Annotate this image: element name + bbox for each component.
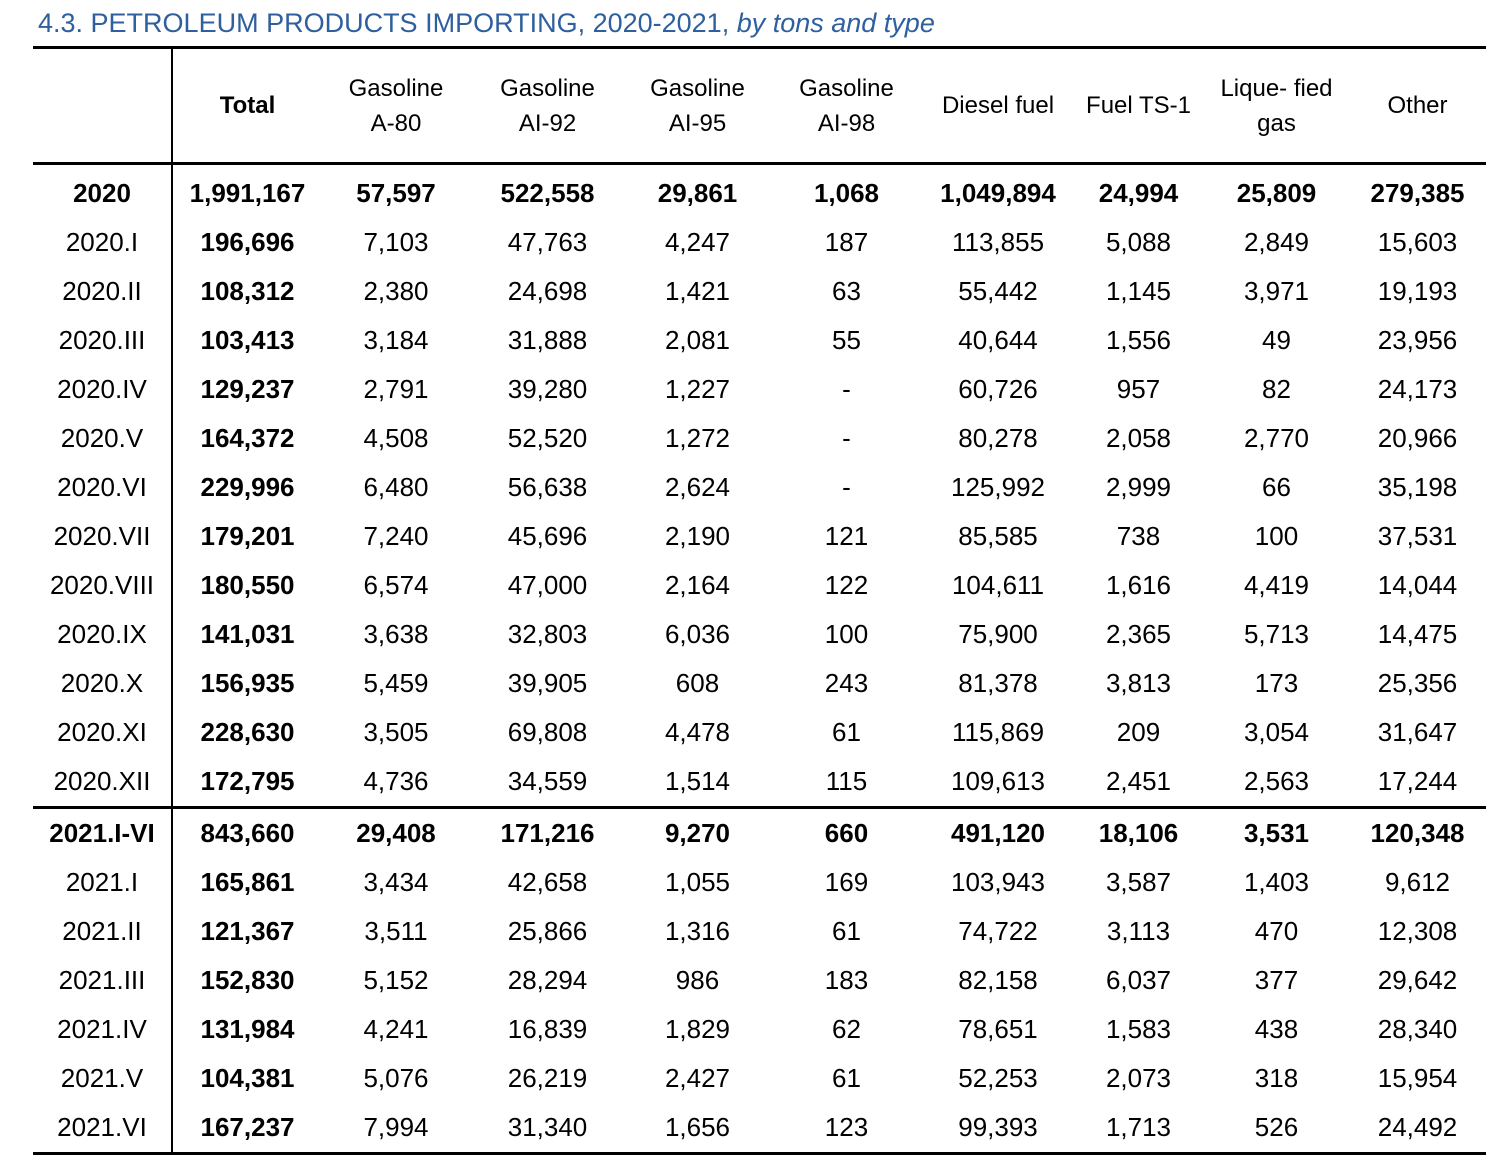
cell-liquefied-gas: 318 xyxy=(1254,1063,1299,1093)
row-period-cell: 2020.V xyxy=(33,414,172,463)
cell-other: 23,956 xyxy=(1377,325,1458,355)
table-row xyxy=(33,1054,1486,1103)
cell-liquefied-gas: 4,419 xyxy=(1243,570,1310,600)
cell-other: 279,385 xyxy=(1370,178,1465,208)
header-gasoline-a80 xyxy=(322,49,470,164)
cell-gasoline-a80: 7,240 xyxy=(363,521,429,551)
cell-gasoline-ai98: 61 xyxy=(832,717,861,747)
cell-gasoline-ai95: 9,270 xyxy=(664,818,731,848)
cell-diesel: 81,378 xyxy=(958,668,1038,698)
cell-gasoline-ai98: 1,068 xyxy=(813,178,880,208)
cell-total: 152,830 xyxy=(200,965,295,995)
cell-other: 25,356 xyxy=(1377,668,1458,698)
cell-diesel: 1,049,894 xyxy=(940,178,1056,208)
table-row-total xyxy=(33,164,1486,219)
header-fuel-ts1-line: Fuel TS-1 xyxy=(1086,92,1191,119)
table-row xyxy=(33,659,1486,708)
title-main: 4.3. PETROLEUM PRODUCTS IMPORTING, 2020-2021, xyxy=(38,8,730,38)
cell-gasoline-ai92: 31,340 xyxy=(470,1103,625,1154)
cell-total: 179,201 xyxy=(200,521,295,551)
cell-gasoline-ai92: 47,000 xyxy=(507,570,588,600)
cell-fuel-ts1: 3,587 xyxy=(1105,867,1172,897)
cell-fuel-ts1: 957 xyxy=(1116,374,1161,404)
cell-gasoline-a80: 7,103 xyxy=(363,227,429,257)
cell-gasoline-a80: 3,511 xyxy=(364,916,428,946)
cell-diesel: 75,900 xyxy=(958,619,1038,649)
cell-diesel: 109,613 xyxy=(923,757,1073,808)
header-other xyxy=(1349,49,1486,164)
row-period-cell: 2020.XII xyxy=(33,757,172,808)
cell-diesel: 85,585 xyxy=(958,521,1038,551)
cell-gasoline-ai98: 63 xyxy=(832,276,861,306)
cell-gasoline-ai92: 69,808 xyxy=(507,717,588,747)
cell-other: 20,966 xyxy=(1377,423,1458,453)
header-total-line: Total xyxy=(219,92,276,119)
cell-total: 129,237 xyxy=(200,374,295,404)
header-gasoline-ai95 xyxy=(625,49,770,164)
cell-gasoline-ai92: 26,219 xyxy=(507,1063,588,1093)
cell-gasoline-ai95: 1,227 xyxy=(664,374,731,404)
cell-diesel: 125,992 xyxy=(951,472,1045,502)
cell-other: 15,954 xyxy=(1377,1063,1458,1093)
cell-gasoline-ai92: 31,888 xyxy=(507,325,588,355)
table-row xyxy=(33,218,1486,267)
cell-gasoline-ai95: 2,624 xyxy=(664,472,731,502)
cell-diesel: 99,393 xyxy=(923,1103,1073,1154)
cell-liquefied-gas: 100 xyxy=(1254,521,1299,551)
cell-diesel: 104,611 xyxy=(951,570,1045,600)
cell-gasoline-ai95: 29,861 xyxy=(657,178,738,208)
header-gasoline-ai98 xyxy=(770,49,923,164)
cell-total: 1,991,167 xyxy=(189,178,306,208)
header-gasoline-ai95-line: AI-95 xyxy=(668,109,727,137)
cell-diesel: 115,869 xyxy=(951,717,1045,747)
cell-other: 31,647 xyxy=(1377,717,1458,747)
header-other-line: Other xyxy=(1387,92,1448,119)
cell-gasoline-a80: 4,736 xyxy=(322,757,470,808)
table-title xyxy=(38,8,935,39)
cell-fuel-ts1: 1,145 xyxy=(1105,276,1172,306)
cell-gasoline-a80: 2,380 xyxy=(363,276,429,306)
table-row xyxy=(33,858,1486,907)
cell-gasoline-a80: 3,184 xyxy=(363,325,429,355)
cell-fuel-ts1: 3,813 xyxy=(1105,668,1172,698)
cell-other: 28,340 xyxy=(1377,1014,1458,1044)
row-period-cell: 2021.V xyxy=(33,1054,172,1103)
cell-fuel-ts1: 1,713 xyxy=(1073,1103,1204,1154)
cell-gasoline-ai95: 2,190 xyxy=(664,521,731,551)
cell-total: 843,660 xyxy=(200,818,295,848)
cell-liquefied-gas: 526 xyxy=(1204,1103,1349,1154)
row-period-cell: 2020.IV xyxy=(33,365,172,414)
cell-total: 121,367 xyxy=(200,916,295,946)
cell-gasoline-a80: 3,505 xyxy=(363,717,429,747)
row-period-cell: 2021.I xyxy=(33,858,172,907)
row-period-cell: 2021.IV xyxy=(33,1005,172,1054)
row-period-cell: 2021.I-VI xyxy=(33,808,172,859)
cell-liquefied-gas: 470 xyxy=(1254,916,1299,946)
cell-fuel-ts1: 1,616 xyxy=(1105,570,1172,600)
row-period-cell: 2020.III xyxy=(33,316,172,365)
cell-total: 180,550 xyxy=(200,570,295,600)
cell-other: 24,492 xyxy=(1349,1103,1486,1154)
cell-gasoline-ai98: - xyxy=(842,472,851,502)
row-period-cell: 2021.II xyxy=(33,907,172,956)
cell-liquefied-gas: 2,563 xyxy=(1204,757,1349,808)
header-fuel-ts1 xyxy=(1073,49,1204,164)
title-subtitle: by tons and type xyxy=(729,8,935,38)
table-row xyxy=(33,1005,1486,1054)
table-row xyxy=(33,907,1486,956)
cell-liquefied-gas: 25,809 xyxy=(1236,178,1317,208)
cell-gasoline-ai98: 243 xyxy=(824,668,869,698)
row-period-cell: 2020.II xyxy=(33,267,172,316)
cell-gasoline-a80: 2,791 xyxy=(363,374,429,404)
cell-fuel-ts1: 2,365 xyxy=(1105,619,1172,649)
cell-fuel-ts1: 1,583 xyxy=(1105,1014,1172,1044)
row-period-cell: 2020.VII xyxy=(33,512,172,561)
cell-gasoline-a80: 4,508 xyxy=(363,423,429,453)
row-period-cell: 2020.VIII xyxy=(33,561,172,610)
cell-total: 108,312 xyxy=(200,276,295,306)
cell-gasoline-ai95: 1,514 xyxy=(625,757,770,808)
cell-gasoline-ai92: 25,866 xyxy=(507,916,588,946)
cell-total: 196,696 xyxy=(200,227,295,257)
cell-gasoline-ai95: 608 xyxy=(675,668,720,698)
cell-gasoline-ai95: 1,829 xyxy=(664,1014,731,1044)
header-gasoline-a80-line: Gasoline xyxy=(348,74,444,102)
table-row xyxy=(33,561,1486,610)
header-gasoline-ai92 xyxy=(470,49,625,164)
cell-liquefied-gas: 3,531 xyxy=(1243,818,1310,848)
cell-diesel: 74,722 xyxy=(958,916,1038,946)
cell-liquefied-gas: 3,054 xyxy=(1243,717,1310,747)
table-row xyxy=(33,956,1486,1005)
cell-fuel-ts1: 6,037 xyxy=(1105,965,1172,995)
cell-total: 167,237 xyxy=(172,1103,322,1154)
cell-total: 103,413 xyxy=(200,325,295,355)
cell-fuel-ts1: 24,994 xyxy=(1098,178,1179,208)
cell-gasoline-a80: 4,241 xyxy=(363,1014,429,1044)
cell-fuel-ts1: 18,106 xyxy=(1098,818,1179,848)
cell-total: 165,861 xyxy=(200,867,295,897)
cell-gasoline-ai98: 183 xyxy=(824,965,869,995)
cell-other: 12,308 xyxy=(1377,916,1458,946)
cell-other: 29,642 xyxy=(1377,965,1458,995)
row-period-cell: 2020 xyxy=(33,164,172,219)
cell-liquefied-gas: 49 xyxy=(1262,325,1291,355)
header-diesel-line: Diesel fuel xyxy=(941,92,1055,119)
row-period-cell: 2020.XI xyxy=(33,708,172,757)
cell-gasoline-ai92: 171,216 xyxy=(500,818,595,848)
cell-fuel-ts1: 1,556 xyxy=(1105,325,1172,355)
cell-gasoline-ai95: 4,247 xyxy=(664,227,731,257)
cell-fuel-ts1: 2,073 xyxy=(1105,1063,1172,1093)
cell-fuel-ts1: 2,451 xyxy=(1073,757,1204,808)
cell-liquefied-gas: 377 xyxy=(1254,965,1299,995)
cell-gasoline-ai95: 4,478 xyxy=(664,717,731,747)
table-row xyxy=(33,267,1486,316)
cell-gasoline-a80: 5,152 xyxy=(363,965,429,995)
cell-other: 24,173 xyxy=(1377,374,1458,404)
cell-gasoline-ai92: 32,803 xyxy=(507,619,588,649)
cell-gasoline-ai98: 121 xyxy=(824,521,869,551)
cell-gasoline-ai92: 52,520 xyxy=(507,423,588,453)
table-row xyxy=(33,1103,1486,1154)
cell-gasoline-ai98: 115 xyxy=(770,757,923,808)
header-liquefied-gas-line: gas xyxy=(1257,109,1296,137)
cell-diesel: 103,943 xyxy=(951,867,1045,897)
table-row xyxy=(33,316,1486,365)
cell-gasoline-ai98: 122 xyxy=(824,570,869,600)
cell-gasoline-ai98: 100 xyxy=(824,619,869,649)
cell-other: 14,475 xyxy=(1377,619,1458,649)
cell-liquefied-gas: 2,849 xyxy=(1243,227,1310,257)
cell-gasoline-ai98: 169 xyxy=(824,867,869,897)
cell-total: 141,031 xyxy=(200,619,295,649)
cell-diesel: 60,726 xyxy=(958,374,1038,404)
cell-gasoline-ai98: - xyxy=(842,423,851,453)
row-period-cell: 2021.III xyxy=(33,956,172,1005)
cell-gasoline-ai95: 1,055 xyxy=(664,867,731,897)
header-diesel xyxy=(923,49,1073,164)
cell-gasoline-ai92: 56,638 xyxy=(507,472,588,502)
cell-gasoline-ai98: 123 xyxy=(770,1103,923,1154)
header-liquefied-gas-line: Lique- fied xyxy=(1220,74,1333,102)
cell-gasoline-a80: 6,574 xyxy=(363,570,429,600)
table-row xyxy=(33,708,1486,757)
cell-gasoline-ai95: 2,427 xyxy=(664,1063,731,1093)
table-row xyxy=(33,610,1486,659)
cell-total: 156,935 xyxy=(200,668,295,698)
cell-liquefied-gas: 5,713 xyxy=(1243,619,1310,649)
cell-other: 120,348 xyxy=(1370,818,1465,848)
cell-fuel-ts1: 5,088 xyxy=(1105,227,1172,257)
cell-total: 172,795 xyxy=(172,757,322,808)
cell-fuel-ts1: 2,058 xyxy=(1105,423,1172,453)
cell-fuel-ts1: 3,113 xyxy=(1106,916,1171,946)
cell-gasoline-a80: 6,480 xyxy=(363,472,429,502)
cell-gasoline-ai95: 1,272 xyxy=(664,423,731,453)
cell-gasoline-a80: 29,408 xyxy=(356,818,436,848)
cell-other: 14,044 xyxy=(1377,570,1458,600)
table-row xyxy=(33,463,1486,512)
cell-liquefied-gas: 438 xyxy=(1254,1014,1299,1044)
header-row xyxy=(33,49,1486,164)
cell-liquefied-gas: 1,403 xyxy=(1243,867,1310,897)
cell-diesel: 82,158 xyxy=(958,965,1038,995)
cell-gasoline-ai92: 42,658 xyxy=(507,867,588,897)
cell-liquefied-gas: 173 xyxy=(1254,668,1299,698)
cell-gasoline-ai98: - xyxy=(842,374,851,404)
cell-gasoline-ai95: 1,421 xyxy=(664,276,731,306)
cell-gasoline-ai95: 1,656 xyxy=(625,1103,770,1154)
cell-diesel: 491,120 xyxy=(951,818,1045,848)
cell-diesel: 78,651 xyxy=(958,1014,1038,1044)
table-row xyxy=(33,365,1486,414)
row-period-cell: 2020.VI xyxy=(33,463,172,512)
cell-fuel-ts1: 738 xyxy=(1116,521,1161,551)
cell-diesel: 80,278 xyxy=(958,423,1038,453)
cell-fuel-ts1: 209 xyxy=(1116,717,1161,747)
header-total xyxy=(172,49,322,164)
cell-gasoline-ai98: 62 xyxy=(832,1014,861,1044)
header-period xyxy=(33,49,172,164)
table-row xyxy=(33,512,1486,561)
cell-other: 9,612 xyxy=(1384,867,1451,897)
cell-diesel: 55,442 xyxy=(958,276,1038,306)
cell-gasoline-a80: 3,638 xyxy=(363,619,429,649)
header-gasoline-ai92-line: AI-92 xyxy=(518,109,577,137)
table-row xyxy=(33,757,1486,808)
cell-fuel-ts1: 2,999 xyxy=(1105,472,1172,502)
petroleum-import-table xyxy=(33,49,1486,1155)
cell-liquefied-gas: 3,971 xyxy=(1243,276,1310,306)
header-gasoline-ai98-line: Gasoline xyxy=(799,74,894,102)
cell-gasoline-a80: 57,597 xyxy=(356,178,436,208)
header-gasoline-a80-line: A-80 xyxy=(370,109,422,137)
cell-gasoline-ai95: 2,164 xyxy=(664,570,731,600)
cell-gasoline-a80: 3,434 xyxy=(363,867,429,897)
cell-other: 17,244 xyxy=(1349,757,1486,808)
cell-gasoline-ai92: 45,696 xyxy=(507,521,588,551)
cell-gasoline-ai92: 39,280 xyxy=(507,374,588,404)
cell-liquefied-gas: 2,770 xyxy=(1243,423,1310,453)
header-gasoline-ai92-line: Gasoline xyxy=(500,74,595,102)
cell-total: 104,381 xyxy=(200,1063,295,1093)
cell-gasoline-ai98: 55 xyxy=(832,325,861,355)
cell-gasoline-ai92: 47,763 xyxy=(507,227,588,257)
cell-diesel: 40,644 xyxy=(958,325,1038,355)
cell-gasoline-ai92: 24,698 xyxy=(507,276,588,306)
cell-gasoline-ai92: 28,294 xyxy=(507,965,588,995)
cell-gasoline-ai92: 39,905 xyxy=(507,668,588,698)
cell-other: 15,603 xyxy=(1377,227,1458,257)
cell-other: 19,193 xyxy=(1377,276,1458,306)
row-period-cell: 2020.I xyxy=(33,218,172,267)
cell-gasoline-a80: 5,459 xyxy=(363,668,429,698)
cell-gasoline-a80: 7,994 xyxy=(322,1103,470,1154)
table-row xyxy=(33,414,1486,463)
cell-gasoline-ai95: 1,316 xyxy=(664,916,731,946)
table-body xyxy=(33,164,1486,1154)
cell-gasoline-ai98: 61 xyxy=(832,916,861,946)
table-row-total xyxy=(33,808,1486,859)
row-period-cell: 2020.IX xyxy=(33,610,172,659)
cell-diesel: 52,253 xyxy=(958,1063,1038,1093)
row-period-cell: 2020.X xyxy=(33,659,172,708)
cell-liquefied-gas: 66 xyxy=(1262,472,1291,502)
cell-other: 37,531 xyxy=(1377,521,1458,551)
cell-gasoline-a80: 5,076 xyxy=(363,1063,429,1093)
cell-total: 131,984 xyxy=(200,1014,295,1044)
cell-gasoline-ai95: 6,036 xyxy=(664,619,731,649)
cell-total: 229,996 xyxy=(200,472,295,502)
cell-total: 164,372 xyxy=(200,423,295,453)
cell-gasoline-ai98: 187 xyxy=(824,227,869,257)
row-period-cell: 2021.VI xyxy=(33,1103,172,1154)
cell-total: 228,630 xyxy=(200,717,295,747)
cell-gasoline-ai98: 660 xyxy=(824,818,869,848)
header-liquefied-gas xyxy=(1204,49,1349,164)
header-gasoline-ai98-line: AI-98 xyxy=(817,109,876,137)
cell-liquefied-gas: 82 xyxy=(1262,374,1291,404)
cell-other: 35,198 xyxy=(1377,472,1458,502)
cell-gasoline-ai92: 16,839 xyxy=(507,1014,588,1044)
cell-gasoline-ai92: 34,559 xyxy=(470,757,625,808)
cell-gasoline-ai95: 986 xyxy=(675,965,720,995)
cell-gasoline-ai95: 2,081 xyxy=(664,325,731,355)
cell-diesel: 113,855 xyxy=(951,227,1045,257)
cell-gasoline-ai92: 522,558 xyxy=(500,178,595,208)
header-gasoline-ai95-line: Gasoline xyxy=(650,74,745,102)
cell-gasoline-ai98: 61 xyxy=(832,1063,861,1093)
